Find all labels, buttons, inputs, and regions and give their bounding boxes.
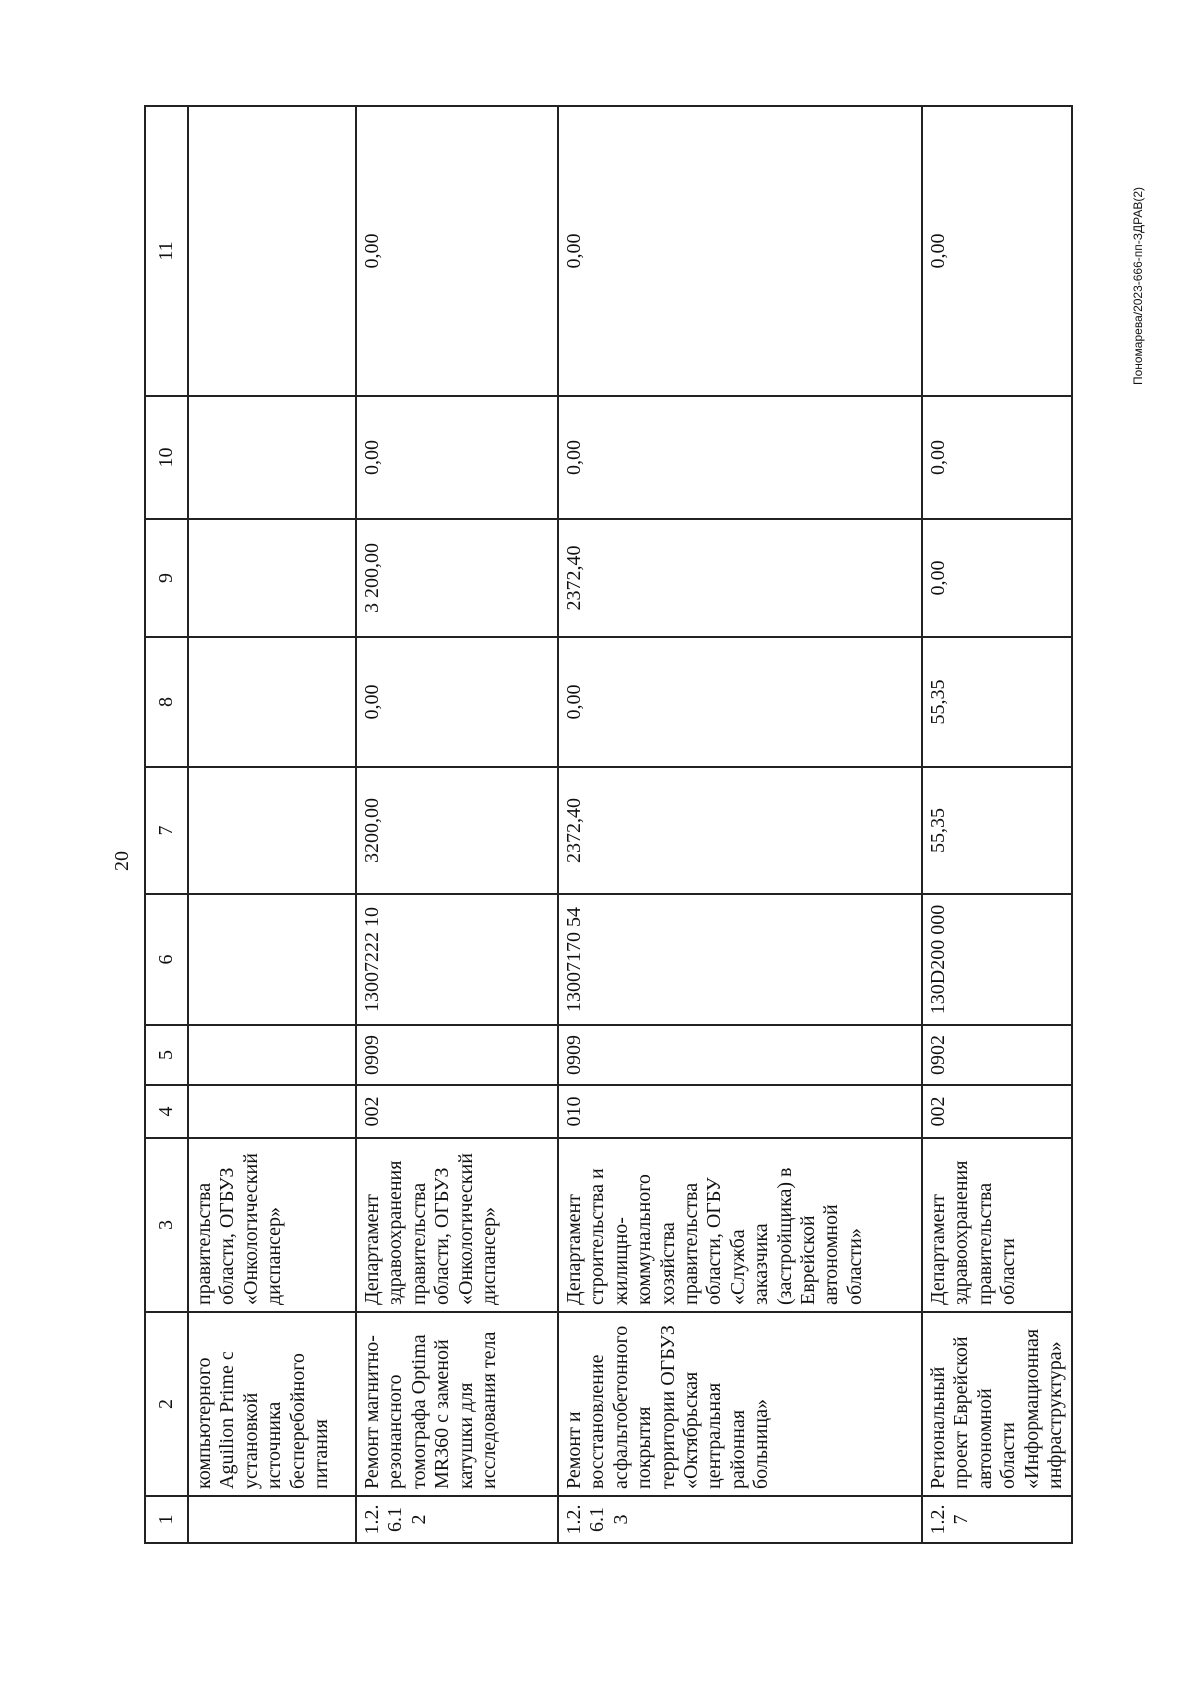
table-cell [188, 106, 356, 396]
table-cell [188, 637, 356, 767]
table-cell: 13007222 10 [356, 894, 558, 1025]
header-cell: 1 [145, 1496, 188, 1543]
item-name-cell: Ремонт и восстановление асфальтобетонного покрытия территории ОГБУЗ «Октябрьская центральная районная больница» [558, 1312, 922, 1496]
table-cell: 2372,40 [558, 519, 922, 637]
table-cell: 55,35 [922, 637, 1072, 767]
table-cell: 0,00 [922, 106, 1072, 396]
header-cell: 4 [145, 1085, 188, 1138]
item-number-cell: 1.2.7 [922, 1496, 1072, 1543]
table-cell: 0,00 [922, 519, 1072, 637]
table-cell: 0,00 [356, 396, 558, 519]
header-row [145, 106, 188, 1543]
rotated-table-container [144, 107, 1066, 1544]
item-name-cell: компьютерного Aguilion Prime с установкой источника бесперебойного питания [188, 1312, 356, 1496]
table-cell: 0,00 [558, 106, 922, 396]
header-cell: 8 [145, 637, 188, 767]
page-number: 20 [111, 851, 133, 871]
header-cell: 7 [145, 767, 188, 894]
executor-cell: Департамент строительства и жилищно-коммунального хозяйства правительства области, ОГБУ «Служба заказчика (застройщика) в Еврейской автономной области» [558, 1138, 922, 1312]
table-cell: 55,35 [922, 767, 1072, 894]
table-row [188, 106, 356, 1543]
table-cell: 0,00 [356, 106, 558, 396]
table-cell [188, 396, 356, 519]
table-cell: 0,00 [558, 637, 922, 767]
table-cell [188, 519, 356, 637]
header-cell: 6 [145, 894, 188, 1025]
table-cell: 0,00 [356, 637, 558, 767]
table-row [356, 106, 558, 1543]
table-cell: 0909 [356, 1025, 558, 1085]
table-cell: 010 [558, 1085, 922, 1138]
item-number-cell: 1.2.6.1 3 [558, 1496, 922, 1543]
table-row [922, 106, 1072, 1543]
table-cell: 13007170 54 [558, 894, 922, 1025]
header-cell: 2 [145, 1312, 188, 1496]
budget-table [144, 105, 1073, 1544]
item-number-cell [188, 1496, 356, 1543]
item-number-cell: 1.2.6.1 2 [356, 1496, 558, 1543]
header-cell: 9 [145, 519, 188, 637]
table-row [558, 106, 922, 1543]
document-reference: Пономарева/2023-666-пп-ЗДРАВ(2) [1131, 186, 1145, 386]
table-cell [188, 1025, 356, 1085]
header-cell: 5 [145, 1025, 188, 1085]
executor-cell: правительства области, ОГБУЗ «Онкологический диспансер» [188, 1138, 356, 1312]
executor-cell: Департамент здравоохранения правительства области, ОГБУЗ «Онкологический диспансер» [356, 1138, 558, 1312]
item-name-cell: Ремонт магнитно-резонансного томографа Optima MR360 с заменой катушки для исследования тела [356, 1312, 558, 1496]
table-cell [188, 1085, 356, 1138]
table-cell: 0,00 [922, 396, 1072, 519]
table-cell: 0,00 [558, 396, 922, 519]
header-cell: 3 [145, 1138, 188, 1312]
table-cell [188, 767, 356, 894]
table-cell [188, 894, 356, 1025]
header-cell: 10 [145, 396, 188, 519]
table-cell: 3 200,00 [356, 519, 558, 637]
table-cell: 3200,00 [356, 767, 558, 894]
item-name-cell: Региональный проект Еврейской автономной области «Информационная инфраструктура» [922, 1312, 1072, 1496]
table-cell: 002 [922, 1085, 1072, 1138]
table-cell: 0902 [922, 1025, 1072, 1085]
table-cell: 0909 [558, 1025, 922, 1085]
executor-cell: Департамент здравоохранения правительства области [922, 1138, 1072, 1312]
table-cell: 2372,40 [558, 767, 922, 894]
table-cell: 002 [356, 1085, 558, 1138]
table-cell: 130D200 000 [922, 894, 1072, 1025]
header-cell: 11 [145, 106, 188, 396]
